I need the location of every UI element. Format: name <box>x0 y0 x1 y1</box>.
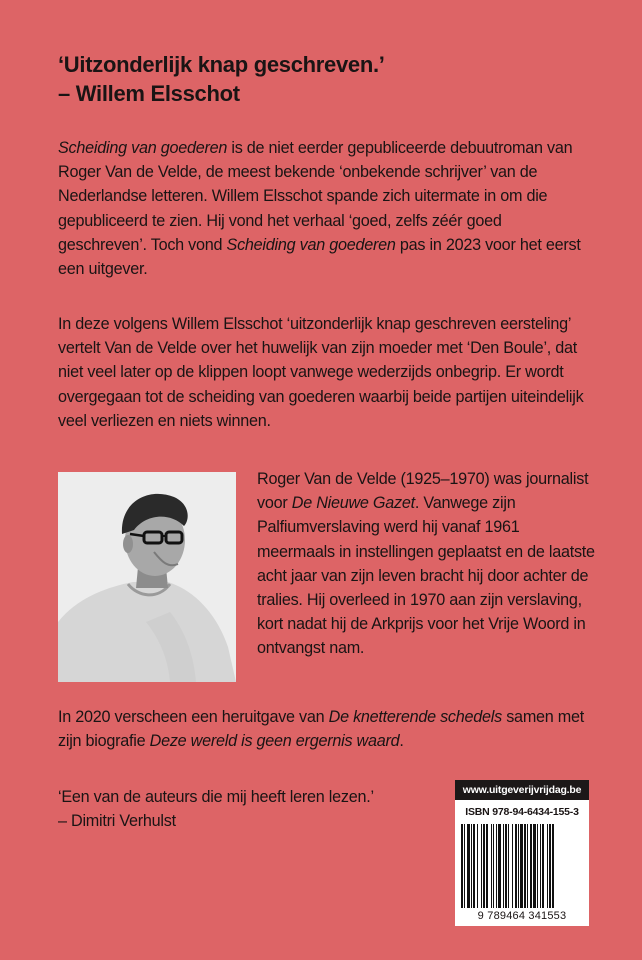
barcode-bar <box>533 824 536 908</box>
barcode-bar <box>477 824 478 908</box>
barcode-bar <box>542 824 544 908</box>
author-photo <box>58 472 236 682</box>
book-title: Scheiding van goederen <box>58 139 228 157</box>
barcode-bar <box>537 824 538 908</box>
book-title-repeat: Scheiding van goederen <box>226 235 396 254</box>
barcode-bar <box>527 824 528 908</box>
barcode-bars <box>461 824 583 910</box>
barcode-digits: 9 789464 341553 <box>477 910 567 922</box>
reissue-text-a: In 2020 verscheen een heruitgave van <box>58 708 329 726</box>
barcode-bar <box>471 824 472 908</box>
reissue-text-c: . <box>399 732 404 751</box>
barcode-bar <box>464 824 465 908</box>
barcode-bar <box>512 824 513 908</box>
barcode-bar <box>498 824 501 908</box>
story-paragraph: In deze volgens Willem Elsschot ‘uitzonderlijk knap geschreven eersteling’ vertelt Van de Velde over het huwelijk van zijn moeder met ‘Den Boule’, dat niet veel later op de klippen loopt vanwege wederzijds onbegrip. Er wordt overgegaan tot de scheiding van goederen waarbij beide partijen uiteindelijk veel verliezen en niets winnen. <box>58 315 584 430</box>
barcode-bar <box>552 824 554 908</box>
barcode-bar <box>461 824 463 908</box>
author-bio-text-b: . Vanwege zijn Palfiumverslaving werd hij vanaf 1961 meermaals in instellingen geplaatst en de laatste acht jaar van zijn leven bracht hij door achter de tralies. Hij overleed in 1970 aan zijn verslaving, kort nadat hij de Arkprijs voor het Vrije Woord in ontvangst nam. <box>257 494 595 658</box>
barcode-bar <box>491 824 492 908</box>
bottom-quote-attribution: – Dimitri Verhulst <box>58 812 176 830</box>
bottom-quote-text: ‘Een van de auteurs die mij heeft leren lezen.’ <box>58 788 374 806</box>
barcode-bar <box>530 824 532 908</box>
description-text-b: pas in 2023 voor het eerst een uitgever. <box>58 235 581 279</box>
top-quote-attribution: – Willem Elsschot <box>58 81 240 106</box>
barcode-bar <box>483 824 485 908</box>
reissue-title: De knetterende schedels <box>328 708 502 726</box>
author-bio-text-a: Roger Van de Velde (1925–1970) was journalist voor <box>257 470 589 513</box>
top-quote <box>58 50 385 108</box>
isbn-barcode <box>455 780 589 926</box>
publisher-url: www.uitgeverijvrijdag.be <box>455 780 589 800</box>
barcode-bar <box>473 824 475 908</box>
barcode-bar <box>467 824 470 908</box>
bottom-quote <box>58 785 374 833</box>
barcode-bar <box>524 824 526 908</box>
biography-title: Deze wereld is geen ergernis waard <box>149 732 400 751</box>
barcode-bar <box>515 824 517 908</box>
barcode-bar <box>508 824 509 908</box>
barcode-bar <box>493 824 494 908</box>
description-text-a: is de niet eerder gepubliceerde debuutroman van Roger Van de Velde, de meest bekende ‘onbekende schrijver’ van de Nederlandse letteren. Willem Elsschot spande zich uitermate in om die gepubliceerd te zien. Hij vond het verhaal ‘goed, zelfs zéér goed geschreven’. Toch vond <box>58 139 573 254</box>
barcode-bar <box>486 824 488 908</box>
barcode-bar <box>496 824 497 908</box>
barcode-bar <box>549 824 551 908</box>
reissue-paragraph <box>58 705 586 753</box>
isbn-number: ISBN 978-94-6434-155-3 <box>465 806 579 818</box>
description-paragraph <box>58 136 586 281</box>
top-quote-text: ‘Uitzonderlijk knap geschreven.’ <box>58 52 385 77</box>
reissue-text-b: samen met zijn biografie <box>58 708 585 751</box>
barcode-bar <box>520 824 523 908</box>
author-portrait-image <box>58 472 236 682</box>
barcode-bar <box>503 824 504 908</box>
barcode-bar <box>481 824 482 908</box>
author-bio <box>257 467 597 661</box>
barcode-bar <box>540 824 541 908</box>
barcode-bar <box>547 824 548 908</box>
barcode-bar <box>518 824 519 908</box>
barcode-bar <box>505 824 507 908</box>
newspaper-title: De Nieuwe Gazet <box>291 494 415 513</box>
